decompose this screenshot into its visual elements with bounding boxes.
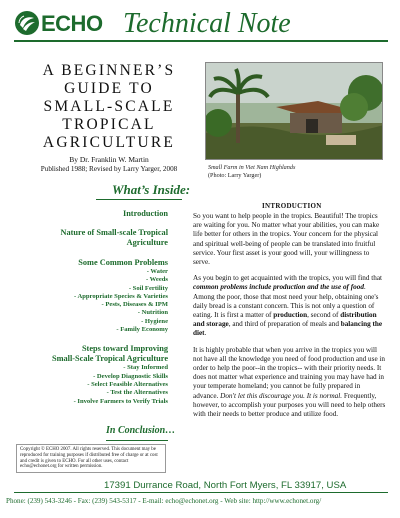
copyright-box: Copyright © ECHO 2007. All rights reserved. This document may be reproduced for training purposes if distributed free of charge or at cost and credit is given to ECHO. For all other uses, contact echo@echonet.org for written permission.: [16, 444, 166, 473]
p3-text: Frequently, however, to accomplish your purposes you will need to help others with their needs to better produce and utilize food.: [193, 391, 386, 419]
p2-bold: production: [273, 311, 308, 320]
introduction-body: [193, 212, 387, 426]
p3-text: It is highly probable that when you arrive in the tropics you will not have all the knowledge you need of food production and use in order to help the poor--in the tropics-- with their priority needs. It does not matter what experience and training you may have had in your temperate homeland; you cannot be fully prepared in advance.: [193, 345, 386, 400]
footer-divider: [14, 492, 388, 493]
toc-problem-item: - Water: [146, 268, 168, 275]
toc-problem-item: - Pests, Diseases & IPM: [101, 301, 168, 309]
toc-problem-item: - Appropriate Species & Varieties: [73, 292, 168, 300]
title-block: [14, 62, 204, 173]
p2-bold: distribution and storage: [193, 311, 377, 329]
toc-nature-line1: Nature of Small-scale Tropical: [60, 228, 168, 237]
p2-text: . Among the poor, those that most need your help, obtaining one's daily bread is a constant concern. This is not only a question of eating. It is first a matter of: [193, 283, 379, 320]
intro-paragraph-2: [193, 274, 387, 338]
table-of-contents: [14, 209, 168, 406]
toc-conclusion: In Conclusion…: [106, 425, 176, 436]
photo-caption: [208, 164, 295, 180]
intro-paragraph-1: So you want to help people in the tropics. Beautiful! The tropics are waiting for you. No matter what your abilities, you can make life better for others in the tropics. Your concern for the physical and spiritual well-being of people can be translated into fruitful service. Your first asset is your good will, your willingness to serve.: [193, 212, 380, 267]
footer-contact: Phone: (239) 543-3246 - Fax: (239) 543-5317 - E-mail: echo@echonet.org - Web site: http://www.echonet.org/: [6, 497, 322, 505]
toc-steps-line2: Small-Scale Tropical Agriculture: [52, 354, 168, 364]
toc-problem-item: - Weeds: [145, 276, 168, 284]
conclusion-divider: [106, 440, 168, 441]
p2-emphasis: common problems include production and the use of food: [193, 283, 364, 292]
published-line: Published 1988; Revised by Larry Yarger, 2008: [40, 165, 178, 173]
toc-step-item: - Involve Farmers to Verify Trials: [73, 397, 168, 405]
toc-problem-item: - Nutrition: [137, 309, 168, 317]
p3-italic: Don't let this discourage you. It is normal.: [220, 391, 343, 400]
echo-logo-text: ECHO: [41, 11, 103, 36]
header-title: Technical Note: [123, 8, 291, 39]
toc-step-item: - Stay Informed: [123, 364, 168, 372]
echo-logo-icon: [14, 10, 40, 36]
toc-problems-heading: Some Common Problems: [78, 258, 168, 267]
toc-problem-item: - Hygiene: [141, 317, 168, 325]
whats-inside-divider: [96, 199, 182, 200]
caption-title: Small Farm in Viet Nam Highlands: [208, 164, 296, 171]
toc-step-item: - Select Feasible Alternatives: [87, 380, 168, 388]
author-line: By Dr. Franklin W. Martin: [69, 155, 149, 164]
document-title: A BEGINNER’S GUIDE TO SMALL-SCALE TROPICAL AGRICULTURE: [42, 62, 176, 151]
toc-nature-line2: Agriculture: [126, 238, 168, 247]
caption-credit: (Photo: Larry Yarger): [208, 172, 262, 179]
p2-bold: balancing the diet: [193, 320, 383, 338]
introduction-heading: INTRODUCTION: [262, 202, 322, 210]
footer-address: 17391 Durrance Road, North Fort Myers, FL 33917, USA: [104, 480, 347, 491]
p2-text: .: [204, 329, 207, 338]
header: [14, 8, 390, 42]
p2-text: , second of: [307, 311, 341, 320]
farm-photo-image: [206, 63, 383, 160]
whats-inside-heading: What’s Inside:: [112, 182, 191, 197]
toc-step-item: - Test the Alternatives: [106, 389, 168, 397]
intro-paragraph-3: [193, 346, 387, 420]
farm-photo: [205, 62, 383, 160]
p2-text: As you begin to get acquainted with the tropics, you will find that: [193, 274, 383, 283]
toc-steps-line1: Steps toward Improving: [81, 344, 168, 354]
toc-problem-item: - Soil Fertility: [128, 284, 168, 292]
header-divider: [14, 40, 388, 42]
p2-text: , and third of preparation of meals and: [228, 320, 341, 329]
toc-introduction: Introduction: [122, 209, 168, 218]
toc-step-item: - Develop Diagnostic Skills: [93, 372, 168, 380]
toc-problem-item: - Family Economy: [116, 326, 168, 334]
